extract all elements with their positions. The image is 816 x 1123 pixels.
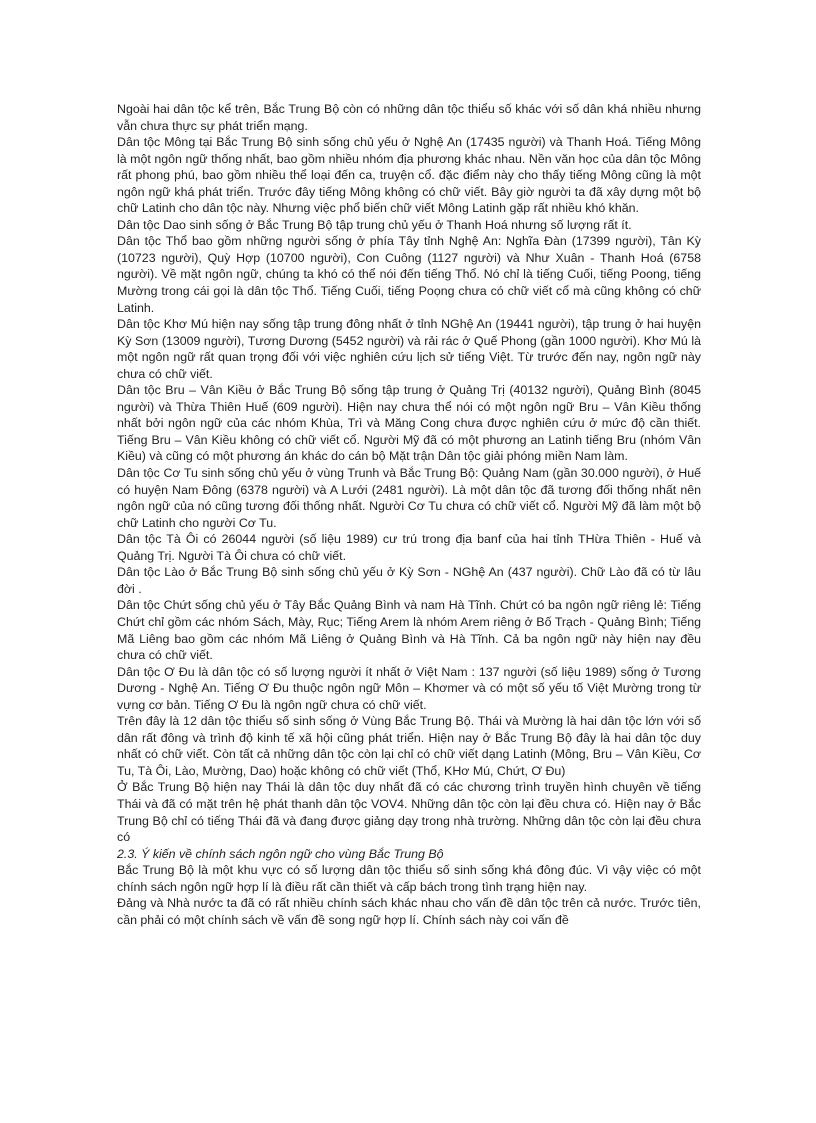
paragraph-lao: Dân tộc Lào ở Bắc Trung Bộ sinh sống chủ yếu ở Kỳ Sơn - NGhệ An (437 người). Chữ Lào đã có từ lâu đời . — [117, 565, 701, 596]
paragraph-summary: Trên đây là 12 dân tộc thiểu số sinh sống ở Vùng Bắc Trung Bộ. Thái và Mường là hai dân tộc lớn với số dân rất đông và trình độ kinh tế xã hội cũng phát triển. Hiện nay ở Bắc Trung Bộ đây là hai dân tộc duy nhất có chữ viết. Còn tất cả những dân tộc còn lại chỉ có chữ viết dạng Latinh (Mông, Bru – Vân Kiều, Cơ Tu, Tà Ôi, Lào, Mường, Dao) hoặc không có chữ viết (Thổ, KHơ Mú, Chứt, Ơ Đu) — [117, 714, 701, 778]
paragraph-ta-oi: Dân tộc Tà Ôi có 26044 người (số liệu 1989) cư trú trong địa banf của hai tỉnh THừa Thiên - Huế và Quảng Trị. Người Tà Ôi chưa có chữ viết. — [117, 532, 701, 563]
paragraph-dao: Dân tộc Dao sinh sống ở Bắc Trung Bộ tập trung chủ yếu ở Thanh Hoá nhưng số lượng rất ít. — [117, 217, 632, 232]
paragraph-intro: Ngoài hai dân tộc kể trên, Bắc Trung Bộ còn có những dân tộc thiểu số khác với số dân khá nhiều nhưng vẫn chưa thực sự phát triển mạng. — [117, 102, 701, 133]
paragraph-media: Ở Bắc Trung Bộ hiện nay Thái là dân tộc duy nhất đã có các chương trình truyền hình chuyên về tiếng Thái và đã có mặt trên hệ phát thanh dân tộc VOV4. Những dân tộc còn lại đều chưa có. Hiện nay ở Bắc Trung Bộ chỉ có tiếng Thái đã và đang được giảng dạy trong nhà trường. Những dân tộc còn lại đều chưa có — [117, 780, 701, 845]
paragraph-mong: Dân tộc Mông tại Bắc Trung Bộ sinh sống chủ yếu ở Nghệ An (17435 người) và Thanh Hoá. Tiếng Mông là một ngôn ngữ thống nhất, bao gồm nhiều nhóm địa phương khác nhau. Nền văn học của dân tộc Mông rất phong phú, bao gồm nhiều thể loại đến ca, truyện cổ. đặc điểm này cho thấy tiếng Mông cũng là một ngôn ngữ khá phát triển. Trước đây tiếng Mông không có chữ viết. Bây giờ người ta đã xây dựng một bộ chữ Latinh cho dân tộc này. Nhưng việc phổ biến chữ viết Mông Latinh gặp rất nhiều khó khăn. — [117, 135, 701, 216]
paragraph-kho-mu: Dân tộc Khơ Mú hiện nay sống tập trung đông nhất ở tỉnh NGhệ An (19441 người), tập trung ở hai huyện Kỳ Sơn (13009 người), Tương Dương (5452 người) và rải rác ở Quế Phong (gần 1000 người). Khơ Mú là một ngôn ngữ rất quan trọng đối với việc nghiên cứu lịch sử tiếng Việt. Từ trước đến nay, ngôn ngữ này chưa có chữ viết. — [117, 317, 701, 381]
document-page — [117, 101, 701, 928]
paragraph-o-du: Dân tộc Ơ Đu là dân tộc có số lượng người ít nhất ở Việt Nam : 137 người (số liệu 1989) sống ở Tương Dương - Nghệ An. Tiếng Ơ Đu thuộc ngôn ngữ Môn – Khơmer và có một số yếu tố Việt Mường trong từ vựng cơ bản. Tiếng Ơ Đu là ngôn ngữ chưa có chữ viết. — [117, 664, 701, 712]
paragraph-bru-van-kieu: Dân tộc Bru – Vân Kiều ở Bắc Trung Bộ sống tập trung ở Quảng Trị (40132 người), Quảng Bình (8045 người) và Thừa Thiên Huế (609 người). Hiện nay chưa thể nói có một ngôn ngữ Bru – Vân Kiều thống nhất bởi ngôn ngữ của các nhóm Khùa, Trì và Măng Cong chưa được nghiên cứu ở mức độ cần thiết. Tiếng Bru – Vân Kiều không có chữ viết cổ. Người Mỹ đã có một phương an Latinh tiếng Bru (nhóm Vân Kiều) và cũng có một phương án khác do cán bộ Mặt trận Dân tộc giải phóng miền Nam làm. — [117, 383, 701, 464]
section-paragraph-1: Bắc Trung Bộ là một khu vực có số lượng dân tộc thiểu số sinh sống khá đông đúc. Vì vậy việc có một chính sách ngôn ngữ hợp lí là điều rất cần thiết và cấp bách trong tình trạng hiện nay. — [117, 863, 701, 894]
paragraph-chut: Dân tộc Chứt sống chủ yếu ở Tây Bắc Quảng Bình và nam Hà Tĩnh. Chứt có ba ngôn ngữ riêng lẻ: Tiếng Chứt chỉ gồm các nhóm Sách, Mày, Rục; Tiếng Arem là nhóm Arem riêng ở Bố Trạch - Quảng Bình; Tiếng Mã Liêng bao gồm các nhóm Mã Liêng ở Quảng Bình và Hà Tĩnh. Cả ba ngôn ngữ này hiện nay đều chưa có chữ viết. — [117, 598, 701, 663]
paragraph-co-tu: Dân tộc Cơ Tu sinh sống chủ yếu ở vùng Trunh và Bắc Trung Bộ: Quảng Nam (gần 30.000 người), ở Huế có huyện Nam Đông (6378 người) và A Lưới (2481 người). Là một dân tộc đã tương đối thống nhất nên ngôn ngữ của nó cũng tương đối thống nhất. Người Cơ Tu chưa có chữ viết cổ. Người Mỹ đã làm một bộ chữ Latinh cho người Cơ Tu. — [117, 466, 701, 530]
paragraph-tho: Dân tộc Thổ bao gồm những người sống ở phía Tây tỉnh Nghệ An: Nghĩa Đàn (17399 người), Tân Kỳ (10723 người), Quỳ Hợp (10700 người), Con Cuông (1127 người) và Như Xuân - Thanh Hoá (6758 người). Về mặt ngôn ngữ, chúng ta khó có thể nói đến tiếng Thổ. Nó chỉ là tiếng Cuối, tiếng Poong, tiếng Mường trong cái gọi là dân tộc Thổ. Tiếng Cuối, tiếng Poọng chưa có chữ viết cổ mà cũng không có chữ Latinh. — [117, 234, 701, 315]
section-heading: 2.3. Ý kiến về chính sách ngôn ngữ cho vùng Bắc Trung Bộ — [117, 846, 444, 861]
section-paragraph-2: Đảng và Nhà nước ta đã có rất nhiều chính sách khác nhau cho vấn đề dân tộc trên cả nước. Trước tiên, cần phải có một chính sách về vấn đề song ngữ hợp lí. Chính sách này coi vấn đề — [117, 896, 701, 927]
